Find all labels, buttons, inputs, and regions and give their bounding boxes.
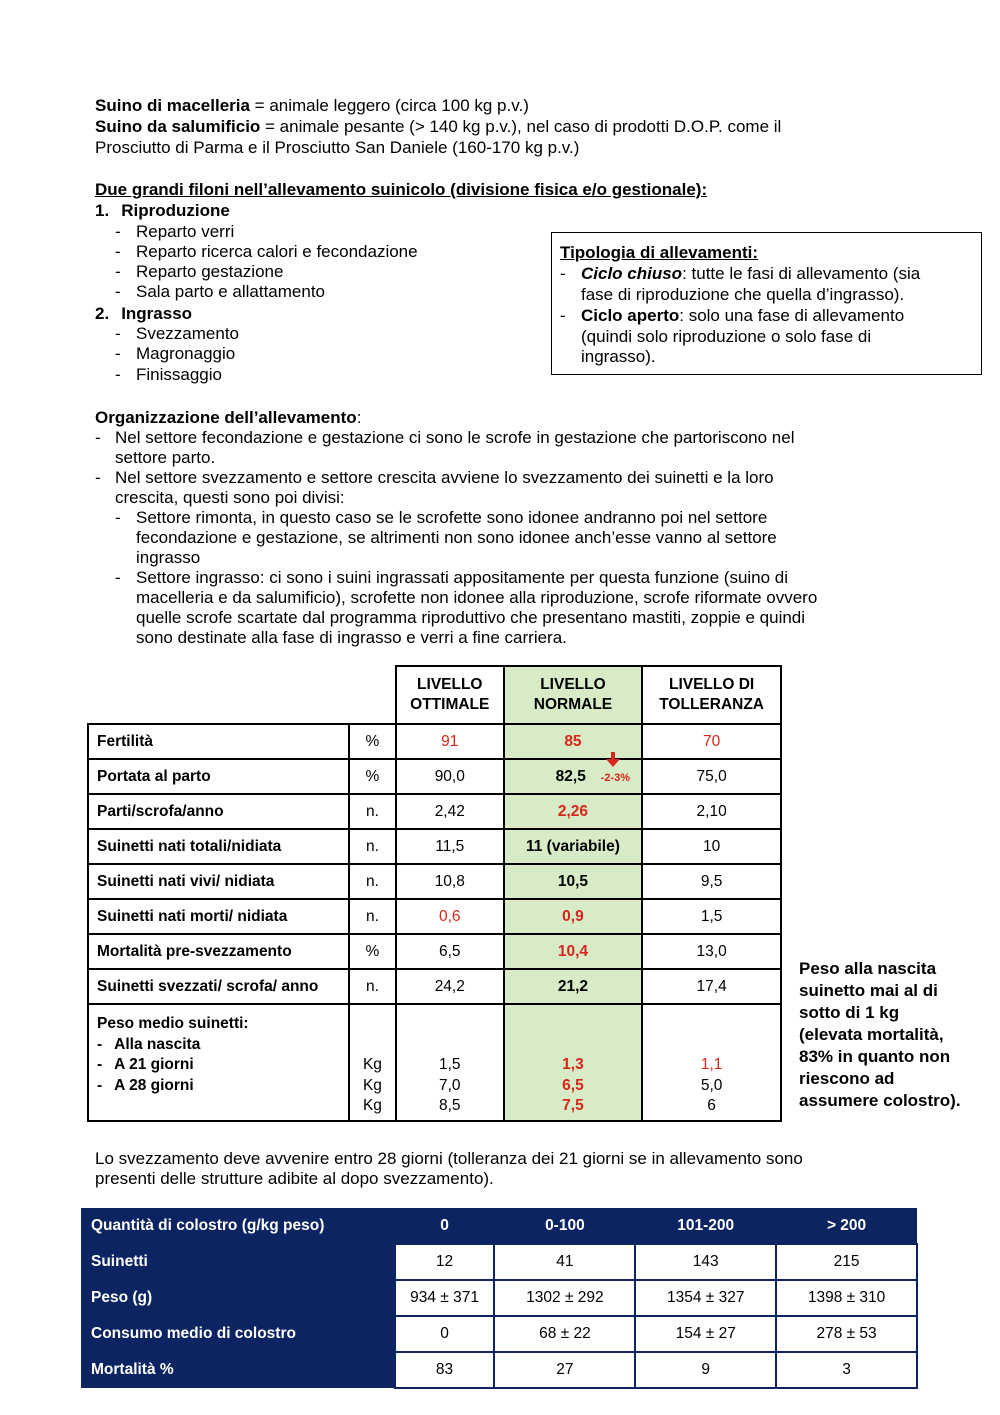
livelli-table — [87, 665, 782, 1122]
header-normale: LIVELLO NORMALE — [504, 666, 643, 724]
table-row-peso — [88, 1004, 781, 1121]
unit: Kg — [362, 1056, 382, 1073]
paragraph-line: crescita, questi sono poi divisi: — [115, 488, 345, 507]
peso-units — [349, 1004, 396, 1121]
svezzamento-line: presenti delle strutture adibite al dopo svezzamento). — [95, 1169, 494, 1188]
header-ottimale: LIVELLO OTTIMALE — [396, 666, 504, 724]
paragraph-line: Nel settore fecondazione e gestazione ci sono le scrofe in gestazione che partoriscono nel — [115, 428, 795, 447]
dash: - — [115, 282, 121, 301]
table-header-row — [88, 666, 781, 724]
list-item-text: Reparto gestazione — [136, 262, 284, 281]
dash: - — [95, 468, 101, 487]
table-row — [88, 969, 781, 1004]
value-tolleranza: 2,10 — [642, 794, 781, 829]
table-row — [81, 1244, 917, 1280]
value-normale: 11 (variabile) — [504, 829, 643, 864]
paragraph-line: Nel settore svezzamento e settore crescita avviene lo svezzamento dei suinetti e la loro — [115, 468, 774, 487]
value: 1,5 — [438, 1056, 461, 1073]
dash: - — [560, 264, 566, 283]
dash: - — [115, 568, 121, 587]
value-normale: 0,9 — [504, 899, 643, 934]
peso-label-cell — [88, 1004, 349, 1121]
intro-line-3: Prosciutto di Parma e il Prosciutto San Daniele (160-170 kg p.v.) — [95, 138, 580, 157]
peso-sub: - Alla nascita — [97, 1035, 201, 1053]
side-note-line: 83% in quanto non — [799, 1047, 951, 1066]
value: 5,0 — [700, 1076, 723, 1094]
list-item-text: Finissaggio — [136, 365, 222, 384]
side-note-line: Peso alla nascita — [799, 959, 937, 978]
paragraph-line: Settore rimonta, in questo caso se le scrofette sono idonee andranno poi nel settore — [136, 508, 768, 527]
row-label: Fertilità — [88, 724, 349, 759]
row-unit: n. — [349, 899, 396, 934]
row-unit: % — [349, 724, 396, 759]
row-unit: n. — [349, 829, 396, 864]
value-normale: 10,4 — [504, 934, 643, 969]
dash: - — [115, 365, 121, 384]
row-label: Mortalità pre-svezzamento — [88, 934, 349, 969]
list-item — [115, 262, 284, 283]
value-ottimale: 91 — [396, 724, 504, 759]
table-cell: 12 — [395, 1244, 495, 1280]
peso-label: Peso medio suinetti: — [97, 1015, 249, 1032]
term-suino-salumificio: Suino da salumificio — [95, 117, 261, 136]
side-note-line: sotto di 1 kg — [799, 1003, 900, 1022]
colon: : — [356, 408, 362, 427]
value-tolleranza: 17,4 — [642, 969, 781, 1004]
table-cell: 68 ± 22 — [494, 1316, 635, 1352]
value-tolleranza: 10 — [642, 829, 781, 864]
peso-normale — [504, 1004, 643, 1121]
colostro-table — [81, 1208, 918, 1389]
table-cell: 3 — [776, 1352, 917, 1388]
table-row — [88, 899, 781, 934]
row-unit: n. — [349, 969, 396, 1004]
value: 1,1 — [700, 1056, 723, 1073]
dash: - — [97, 1035, 103, 1053]
paragraph-line: ingrasso — [136, 548, 201, 567]
value: 7,5 — [562, 1097, 584, 1114]
list-item — [115, 365, 222, 386]
intro-line-2 — [95, 117, 781, 138]
section-title: Ingrasso — [121, 304, 193, 323]
decrease-note: -2-3% — [600, 772, 630, 784]
value-ottimale: 24,2 — [396, 969, 504, 1004]
dash: - — [95, 428, 101, 447]
dash: - — [115, 242, 121, 261]
paragraph-line: fecondazione e gestazione, se altrimenti non sono idonee anch’esse vanno al settore — [136, 528, 777, 547]
column-header: 0-100 — [494, 1208, 635, 1244]
tipologia-text: : tutte le fasi di allevamento (sia — [682, 264, 921, 283]
section-ingrasso — [95, 304, 192, 325]
side-note — [799, 958, 961, 1112]
unit: Kg — [362, 1097, 382, 1114]
paragraph-line: quelle scrofe scartate dal programma riproduttivo che presentano mastiti, zoppie e quindi — [136, 608, 806, 627]
tipologia-text: (quindi solo riproduzione o solo fase di — [581, 327, 872, 346]
peso-tolleranza — [642, 1004, 781, 1121]
side-note-line: riescono ad — [799, 1069, 895, 1088]
paragraph-line: Settore ingrasso: ci sono i suini ingrassati appositamente per questa funzione (suino di — [136, 568, 789, 587]
list-item-text: Magronaggio — [136, 344, 236, 363]
dash: - — [115, 344, 121, 363]
tipologia-text: ingrasso). — [581, 347, 656, 366]
dash: - — [115, 262, 121, 281]
list-item-text: Svezzamento — [136, 324, 239, 343]
side-note-line: assumere colostro). — [799, 1091, 961, 1110]
table-cell: 278 ± 53 — [776, 1316, 917, 1352]
row-label: Peso (g) — [81, 1280, 395, 1316]
organizzazione-title: Organizzazione dell’allevamento — [95, 408, 357, 427]
table-cell: 215 — [776, 1244, 917, 1280]
row-label: Suinetti nati vivi/ nidiata — [88, 864, 349, 899]
value-tolleranza: 1,5 — [642, 899, 781, 934]
column-header: 101-200 — [635, 1208, 776, 1244]
list-item-text: Reparto ricerca calori e fecondazione — [136, 242, 418, 261]
row-unit: n. — [349, 864, 396, 899]
value: 8,5 — [438, 1097, 461, 1114]
value-ottimale: 11,5 — [396, 829, 504, 864]
side-note-line: suinetto mai al di — [799, 981, 938, 1000]
value: 6 — [707, 1097, 716, 1114]
row-label: Suinetti svezzati/ scrofa/ anno — [88, 969, 349, 1004]
value-ottimale: 2,42 — [396, 794, 504, 829]
tipologia-text: fase di riproduzione che quella d’ingrasso). — [581, 285, 905, 304]
empty-cell — [88, 666, 349, 724]
peso-ottimale — [396, 1004, 504, 1121]
tipologia-item-2 — [581, 306, 904, 327]
tipologia-text: : solo una fase di allevamento — [679, 306, 905, 325]
row-unit: % — [349, 934, 396, 969]
header-label: Quantità di colostro (g/kg peso) — [81, 1208, 395, 1244]
row-label: Parti/scrofa/anno — [88, 794, 349, 829]
table-row — [88, 829, 781, 864]
list-item-text: Reparto verri — [136, 222, 235, 241]
value-ottimale: 6,5 — [396, 934, 504, 969]
value-ottimale: 0,6 — [396, 899, 504, 934]
paragraph-line: sono destinate alla fase di ingrasso e verri a fine carriera. — [136, 628, 567, 647]
row-label: Consumo medio di colostro — [81, 1316, 395, 1352]
header-tolleranza: LIVELLO DI TOLLERANZA — [642, 666, 781, 724]
svezzamento-line: Lo svezzamento deve avvenire entro 28 giorni (tolleranza dei 21 giorni se in allevamento sono — [95, 1149, 803, 1168]
row-label: Portata al parto — [88, 759, 349, 794]
dash: - — [115, 508, 121, 527]
table-row — [88, 794, 781, 829]
value-normale: 10,5 — [504, 864, 643, 899]
list-number: 1. — [95, 201, 110, 220]
column-header: 0 — [395, 1208, 495, 1244]
table-row — [81, 1316, 917, 1352]
intro-text: = animale leggero (circa 100 kg p.v.) — [249, 96, 529, 115]
empty-cell — [349, 666, 396, 724]
section-title: Riproduzione — [121, 201, 230, 220]
row-label: Suinetti nati totali/nidiata — [88, 829, 349, 864]
peso-sub: - A 28 giorni — [97, 1076, 194, 1094]
row-unit: % — [349, 759, 396, 794]
value: 6,5 — [562, 1076, 584, 1094]
row-label: Mortalità % — [81, 1352, 395, 1388]
table-row — [81, 1352, 917, 1388]
row-unit: n. — [349, 794, 396, 829]
term-suino-macelleria: Suino di macelleria — [95, 96, 250, 115]
list-item — [115, 282, 326, 303]
value-tolleranza: 75,0 — [642, 759, 781, 794]
table-cell: 83 — [395, 1352, 495, 1388]
list-item — [115, 344, 236, 365]
column-header: > 200 — [776, 1208, 917, 1244]
value-normale: 82,5 — [555, 768, 586, 785]
value-tolleranza: 70 — [642, 724, 781, 759]
dash: - — [115, 222, 121, 241]
table-cell: 934 ± 371 — [395, 1280, 495, 1316]
down-arrow-icon — [606, 752, 620, 768]
unit: Kg — [362, 1076, 382, 1094]
dash: - — [97, 1056, 103, 1073]
value-normale-cell — [504, 759, 643, 794]
table-row — [88, 759, 781, 794]
table-row — [88, 724, 781, 759]
table-row — [81, 1280, 917, 1316]
table-row — [88, 864, 781, 899]
tipologia-item-1 — [581, 264, 920, 285]
dash: - — [97, 1076, 103, 1094]
table-cell: 1302 ± 292 — [494, 1280, 635, 1316]
value-normale: 85 — [504, 724, 643, 759]
side-note-line: (elevata mortalità, — [799, 1025, 944, 1044]
term-ciclo-aperto: Ciclo aperto — [581, 306, 680, 325]
value-tolleranza: 13,0 — [642, 934, 781, 969]
list-item-text: Sala parto e allattamento — [136, 282, 326, 301]
organizzazione-heading — [95, 408, 361, 429]
table-cell: 143 — [635, 1244, 776, 1280]
value: 1,3 — [562, 1056, 584, 1073]
term-ciclo-chiuso: Ciclo chiuso — [581, 264, 683, 283]
value-ottimale: 90,0 — [396, 759, 504, 794]
list-item — [115, 222, 235, 243]
paragraph-line: settore parto. — [115, 448, 216, 467]
value-normale: 21,2 — [504, 969, 643, 1004]
table-row — [88, 934, 781, 969]
table-cell: 9 — [635, 1352, 776, 1388]
value-ottimale: 10,8 — [396, 864, 504, 899]
paragraph-line: macelleria e da salumificio), scrofette non idonee alla riproduzione, scrofe riformate ovvero — [136, 588, 818, 607]
table-cell: 1398 ± 310 — [776, 1280, 917, 1316]
value-normale: 2,26 — [504, 794, 643, 829]
dash: - — [560, 306, 566, 325]
peso-sub: - A 21 giorni — [97, 1056, 194, 1073]
dash: - — [115, 324, 121, 343]
intro-text: = animale pesante (> 140 kg p.v.), nel caso di prodotti D.O.P. come il — [260, 117, 782, 136]
list-item — [115, 242, 418, 263]
value-tolleranza: 9,5 — [642, 864, 781, 899]
table-cell: 41 — [494, 1244, 635, 1280]
list-item — [115, 324, 239, 345]
tipologia-title: Tipologia di allevamenti: — [560, 243, 759, 262]
table-cell: 27 — [494, 1352, 635, 1388]
table-cell: 1354 ± 327 — [635, 1280, 776, 1316]
intro-line-1 — [95, 96, 529, 117]
section-riproduzione — [95, 201, 230, 222]
table-cell: 154 ± 27 — [635, 1316, 776, 1352]
list-number: 2. — [95, 304, 110, 323]
table-header-row — [81, 1208, 917, 1244]
filoni-heading: Due grandi filoni nell’allevamento suinicolo (divisione fisica e/o gestionale): — [95, 180, 708, 199]
row-label: Suinetti nati morti/ nidiata — [88, 899, 349, 934]
row-label: Suinetti — [81, 1244, 395, 1280]
value: 7,0 — [438, 1076, 461, 1094]
table-cell: 0 — [395, 1316, 495, 1352]
